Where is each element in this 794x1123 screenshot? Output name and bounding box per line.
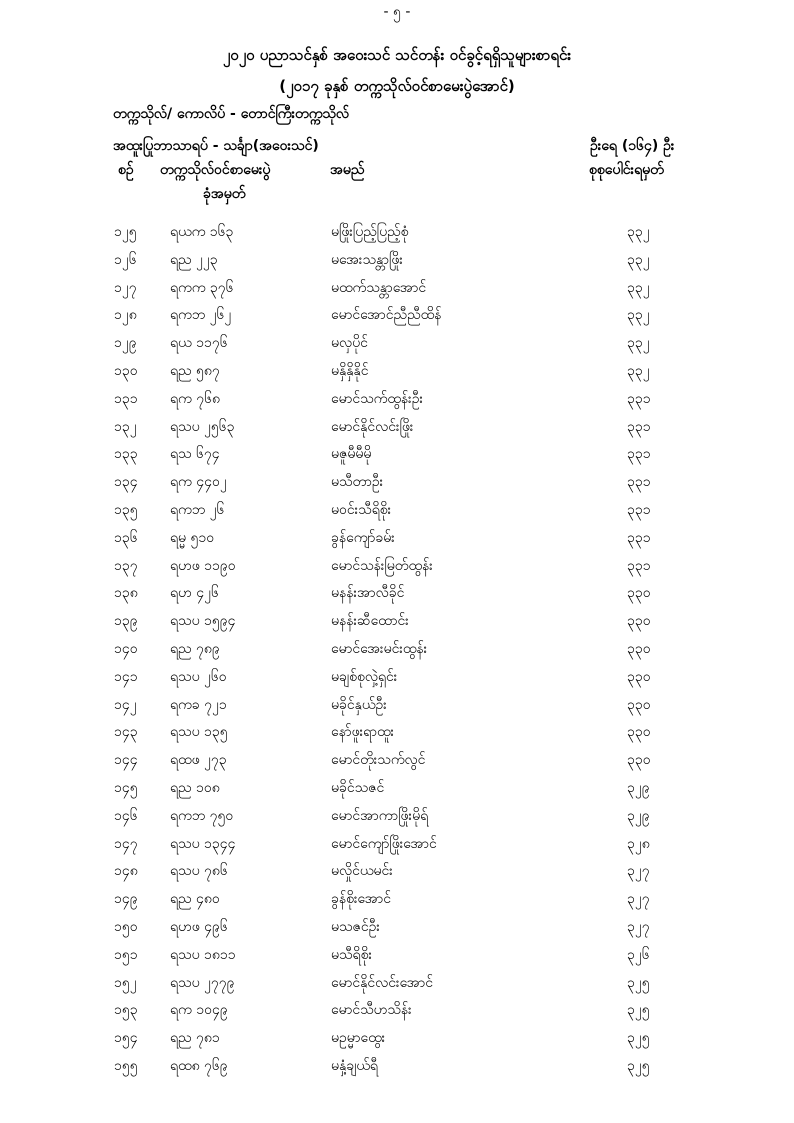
student-name: မခိုင်သဇင် (331, 779, 385, 796)
student-name: မနှိနှိနိုင် (331, 362, 369, 379)
roll-number: ရက ၇၆၈ (170, 390, 220, 407)
table-row (0, 1000, 794, 1028)
total-marks: ၃၃၁ (627, 474, 651, 491)
student-name: မောင်ကျော်ဖြိုးအောင် (331, 835, 437, 852)
student-name: ခွန်စိုးအောင် (331, 891, 391, 908)
row-number: ၁၃၂ (114, 418, 137, 435)
row-number: ၁၄၀ (114, 640, 138, 657)
column-header-roll-line2: ခုံအမှတ် (203, 186, 246, 202)
row-number: ၁၂၇ (114, 279, 137, 296)
row-number: ၁၅၄ (114, 1030, 138, 1047)
roll-number: ရသပ ၁၈၁၁ (170, 946, 236, 963)
roll-number: ရသပ ၇၈၆ (170, 863, 228, 880)
roll-number: ရည ၄၈၀ (170, 891, 220, 908)
total-marks: ၃၃၀ (627, 585, 651, 602)
total-marks: ၃၃၁ (627, 446, 651, 463)
document-title: ၂၀၂၀ ပညာသင်နှစ် အဝေးသင် သင်တန်း ဝင်ခွင့်ရရှိသူများစာရင်း (222, 46, 572, 64)
table-row (0, 278, 794, 306)
total-marks: ၃၂၉ (627, 807, 650, 824)
column-header-no: စဉ် (118, 162, 134, 178)
student-name: မောင်သက်ထွန်းဦး (331, 390, 424, 407)
row-number: ၁၂၆ (114, 251, 137, 268)
table-row (0, 444, 794, 472)
row-number: ၁၄၆ (114, 807, 138, 824)
table-row (0, 500, 794, 528)
column-header-roll: တက္ကသိုလ်ဝင်စာမေးပွဲ (160, 162, 271, 178)
table-row (0, 222, 794, 250)
row-number: ၁၄၇ (114, 835, 138, 852)
total-marks: ၃၃၂ (627, 224, 650, 240)
total-marks: ၃၂၉ (627, 779, 650, 796)
document-subtitle: (၂၀၁၇ ခုနှစ် တက္ကသိုလ်ဝင်စာမေးပွဲအောင်) (279, 77, 515, 95)
column-header-name: အမည် (330, 162, 365, 178)
roll-number: ရယ ၁၁၇၆ (170, 335, 228, 352)
student-name: ခွန်ကျော်ခမ်း (331, 529, 395, 546)
roll-number: ရသပ ၁၅၉၄ (170, 613, 236, 630)
total-marks: ၃၃၀ (627, 696, 651, 713)
table-row (0, 611, 794, 639)
row-number: ၁၅၂ (114, 974, 137, 991)
table-row (0, 722, 794, 750)
student-name: မထက်သန္တာအောင် (331, 279, 427, 296)
roll-number: ရကက ၃၇၆ (170, 279, 234, 296)
total-marks: ၃၃၀ (627, 724, 651, 741)
total-marks: ၃၃၂ (627, 335, 650, 352)
roll-number: ရက ၄၄၀၂ (170, 474, 227, 491)
roll-number: ရယက ၁၆၃ (170, 224, 234, 240)
row-number: ၁၅၀ (114, 918, 138, 935)
table-row (0, 389, 794, 417)
student-name: မောင်နိုင်လင်းဖြိုး (331, 418, 414, 435)
roll-number: ရသပ ၂၇၇၉ (170, 974, 235, 991)
total-marks: ၃၂၇ (627, 891, 650, 908)
roll-number: ရထ၈ ၇၆၉ (170, 1057, 228, 1074)
column-header-marks: စုစုပေါင်းရမှတ် (589, 162, 664, 178)
roll-number: ရသပ ၁၃၄၄ (170, 835, 236, 852)
row-number: ၁၃၈ (114, 585, 138, 602)
total-marks: ၃၃၀ (627, 752, 651, 769)
total-marks: ၃၃၂ (627, 251, 650, 268)
row-number: ၁၃၁ (114, 390, 138, 407)
student-name: မောင်သန်းမြတ်ထွန်း (331, 557, 433, 574)
total-marks: ၃၂၇ (627, 863, 650, 880)
row-number: ၁၄၅ (114, 779, 138, 796)
student-name: မလှပိုင် (331, 335, 368, 352)
row-number: ၁၂၉ (114, 335, 137, 352)
roll-number: ရမ္မ ၅၁၀ (170, 529, 215, 546)
roll-number: ရသပ ၂၆၀ (170, 668, 227, 685)
student-name: မောင်နိုင်လင်းအောင် (331, 974, 433, 991)
row-number: ၁၅၃ (114, 1002, 138, 1019)
table-row (0, 472, 794, 500)
student-name: မချစ်စုလှဲ့ရှင်း (331, 668, 398, 685)
total-marks: ၃၃၁ (627, 418, 651, 435)
table-row (0, 583, 794, 611)
student-name: မောင်အေးမင်းထွန်း (331, 640, 428, 657)
row-number: ၁၅၁ (114, 946, 138, 963)
table-row (0, 1056, 794, 1084)
table-row (0, 889, 794, 917)
total-marks: ၃၃၂ (627, 279, 650, 296)
total-marks: ၃၂၇ (627, 918, 650, 935)
table-row (0, 945, 794, 973)
total-marks: ၃၃၂ (627, 307, 650, 324)
student-name: မဖြိုးပြည့်ပြည့်စုံ (331, 224, 409, 240)
roll-number: ရကဘ ၂၆ (170, 501, 225, 518)
student-name: မနှံ့ချယ်ရီ (331, 1057, 378, 1074)
roll-number: ရည ၁၀၈ (170, 779, 220, 796)
roll-number: ရဟဖ ၁၁၉၀ (170, 557, 236, 574)
roll-number: ရည ၇၈၉ (170, 640, 220, 657)
roll-number: ရကခ ၇၂၁ (170, 696, 227, 713)
total-marks: ၃၃၀ (627, 668, 651, 685)
total-marks: ၃၃၀ (627, 640, 651, 657)
row-number: ၁၂၈ (114, 307, 137, 324)
total-marks: ၃၂၆ (627, 946, 650, 963)
row-number: ၁၃၀ (114, 362, 138, 379)
student-name: မနန်းဆီထောင်း (331, 613, 409, 630)
table-row (0, 861, 794, 889)
roll-number: ရသ ၆၇၄ (170, 446, 220, 463)
row-number: ၁၄၄ (114, 752, 138, 769)
roll-number: ရည ၇၈၁ (170, 1030, 220, 1047)
student-name: မနန်းအာလီခိုင် (331, 585, 405, 602)
total-count: ဦးရေ (၁၆၄) ဦး (590, 138, 675, 154)
table-row (0, 806, 794, 834)
table-row (0, 639, 794, 667)
page-number: - ၅ - (383, 4, 411, 20)
table-row (0, 778, 794, 806)
table-row (0, 333, 794, 361)
roll-number: ရက ၁၀၄၉ (170, 1002, 228, 1019)
student-name: မောင်အောင်ညီညီထိန် (331, 307, 442, 324)
student-name: မဥမ္မာထွေး (331, 1030, 386, 1047)
table-row (0, 1028, 794, 1056)
roll-number: ရဟဖ ၄၉၆ (170, 918, 228, 935)
total-marks: ၃၃၀ (627, 613, 651, 630)
student-name: မသီရိစိုး (331, 946, 373, 963)
table-row (0, 917, 794, 945)
row-number: ၁၄၈ (114, 863, 138, 880)
row-number: ၁၂၅ (114, 224, 137, 240)
row-number: ၁၄၃ (114, 724, 138, 741)
results-table (0, 222, 794, 1084)
table-row (0, 417, 794, 445)
table-row (0, 528, 794, 556)
student-name: မဇူမီမီမို (331, 446, 372, 463)
total-marks: ၃၂၅ (627, 1002, 650, 1019)
row-number: ၁၃၄ (114, 474, 138, 491)
table-row (0, 834, 794, 862)
row-number: ၁၃၆ (114, 529, 138, 546)
table-row (0, 750, 794, 778)
roll-number: ရထဖ ၂၇၃ (170, 752, 227, 769)
university-label: တက္ကသိုလ်/ ကောလိပ် - တောင်ကြီးတက္ကသိုလ် (113, 106, 350, 122)
student-name: နော်ဖူးရာထူး (331, 724, 395, 741)
major-label: အထူးပြုဘာသာရပ် - သင်္ချာ(အဝေးသင်) (113, 138, 319, 154)
student-name: မောင်သီဟသိန်း (331, 1002, 412, 1019)
total-marks: ၃၂၈ (627, 835, 650, 852)
total-marks: ၃၃၁ (627, 529, 651, 546)
student-name: မဝင်းသီရိစိုး (331, 501, 392, 518)
row-number: ၁၃၉ (114, 613, 138, 630)
roll-number: ရကဘ ၂၆၂ (170, 307, 232, 324)
total-marks: ၃၂၅ (627, 1030, 650, 1047)
roll-number: ရကဘ ၇၅၀ (170, 807, 234, 824)
total-marks: ၃၂၅ (627, 1057, 650, 1074)
table-row (0, 250, 794, 278)
table-row (0, 556, 794, 584)
table-row (0, 361, 794, 389)
student-name: မသီတာဦး (331, 474, 384, 491)
row-number: ၁၄၁ (114, 668, 138, 685)
roll-number: ရည ၅၈၇ (170, 362, 220, 379)
total-marks: ၃၃၁ (627, 390, 651, 407)
total-marks: ၃၃၂ (627, 362, 650, 379)
student-name: မအေးသန္တာဖြိုး (331, 251, 403, 268)
table-row (0, 973, 794, 1001)
row-number: ၁၅၅ (114, 1057, 138, 1074)
total-marks: ၃၃၁ (627, 557, 651, 574)
student-name: မလှိုင်ယမင်း (331, 863, 393, 880)
row-number: ၁၃၅ (114, 501, 138, 518)
table-row (0, 667, 794, 695)
total-marks: ၃၃၁ (627, 501, 651, 518)
roll-number: ရည ၂၂၃ (170, 251, 218, 268)
roll-number: ရသပ ၂၅၆၃ (170, 418, 235, 435)
table-row (0, 305, 794, 333)
row-number: ၁၄၂ (114, 696, 137, 713)
row-number: ၁၃၇ (114, 557, 138, 574)
table-row (0, 695, 794, 723)
total-marks: ၃၂၅ (627, 974, 650, 991)
student-name: မသဇင်ဦး (331, 918, 380, 935)
row-number: ၁၃၃ (114, 446, 138, 463)
roll-number: ရဟ ၄၂၆ (170, 585, 219, 602)
student-name: မခိုင်နှယ်ဦး (331, 696, 387, 713)
row-number: ၁၄၉ (114, 891, 138, 908)
student-name: မောင်တိုးသက်လွင် (331, 752, 426, 769)
student-name: မောင်အာကာဖြိုးမိုရ် (331, 807, 429, 824)
roll-number: ရသပ ၁၃၅ (170, 724, 228, 741)
